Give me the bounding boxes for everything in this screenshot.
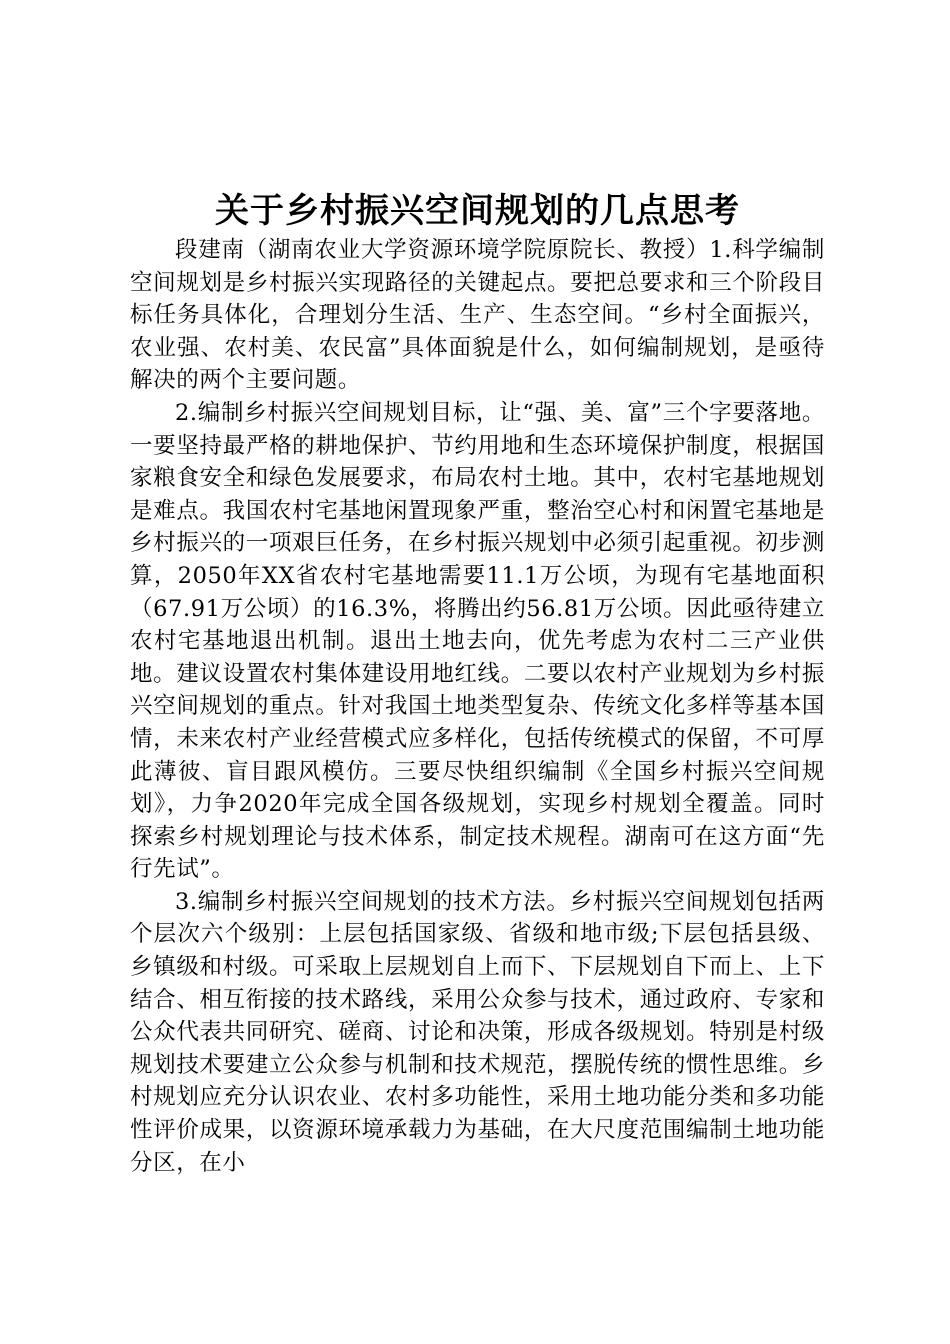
document-title: 关于乡村振兴空间规划的几点思考 [215,191,740,231]
document-page [130,188,825,1179]
paragraph-1: 段建南（湖南农业大学资源环境学院原院长、教授）1.科学编制空间规划是乡村振兴实现路径的关键起点。要把总要求和三个阶段目标任务具体化，合理划分生活、生产、生态空间。“乡村全面振兴，农业强、农村美、农民富”具体面貌是什么，如何编制规划，是亟待解决的两个主要问题。 [130,237,825,394]
paragraph-3: 3.编制乡村振兴空间规划的技术方法。乡村振兴空间规划包括两个层次六个级别：上层包括国家级、省级和地市级;下层包括县级、乡镇级和村级。可采取上层规划自上而下、下层规划自下而上、上下结合、相互衔接的技术路线，采用公众参与技术，通过政府、专家和公众代表共同研究、磋商、讨论和决策，形成各级规划。特别是村级规划技术要建立公众参与机制和技术规范，摆脱传统的惯性思维。乡村规划应充分认识农业、农村多功能性，采用土地功能分类和多功能性评价成果，以资源环境承载力为基础，在大尺度范围编制土地功能分区，在小 [130,888,825,1176]
paragraph-2: 2.编制乡村振兴空间规划目标，让“强、美、富”三个字要落地。一要坚持最严格的耕地保护、节约用地和生态环境保护制度，根据国家粮食安全和绿色发展要求，布局农村土地。其中，农村宅基地规划是难点。我国农村宅基地闲置现象严重，整治空心村和闲置宅基地是乡村振兴的一项艰巨任务，在乡村振兴规划中必须引起重视。初步测算，2050年XX省农村宅基地需要11.1万公顷，为现有宅基地面积（67.91万公顷）的16.3%，将腾出约56.81万公顷。因此亟待建立农村宅基地退出机制。退出土地去向，优先考虑为农村二三产业供地。建议设置农村集体建设用地红线。二要以农村产业规划为乡村振兴空间规划的重点。针对我国土地类型复杂、传统文化多样等基本国情，未来农村产业经营模式应多样化，包括传统模式的保留，不可厚此薄彼、盲目跟风模仿。三要尽快组织编制《全国乡村振兴空间规划》，力争2020年完成全国各级规划，实现乡村规划全覆盖。同时探索乡村规划理论与技术体系，制定技术规程。湖南可在这方面“先行先试”。 [130,399,825,883]
